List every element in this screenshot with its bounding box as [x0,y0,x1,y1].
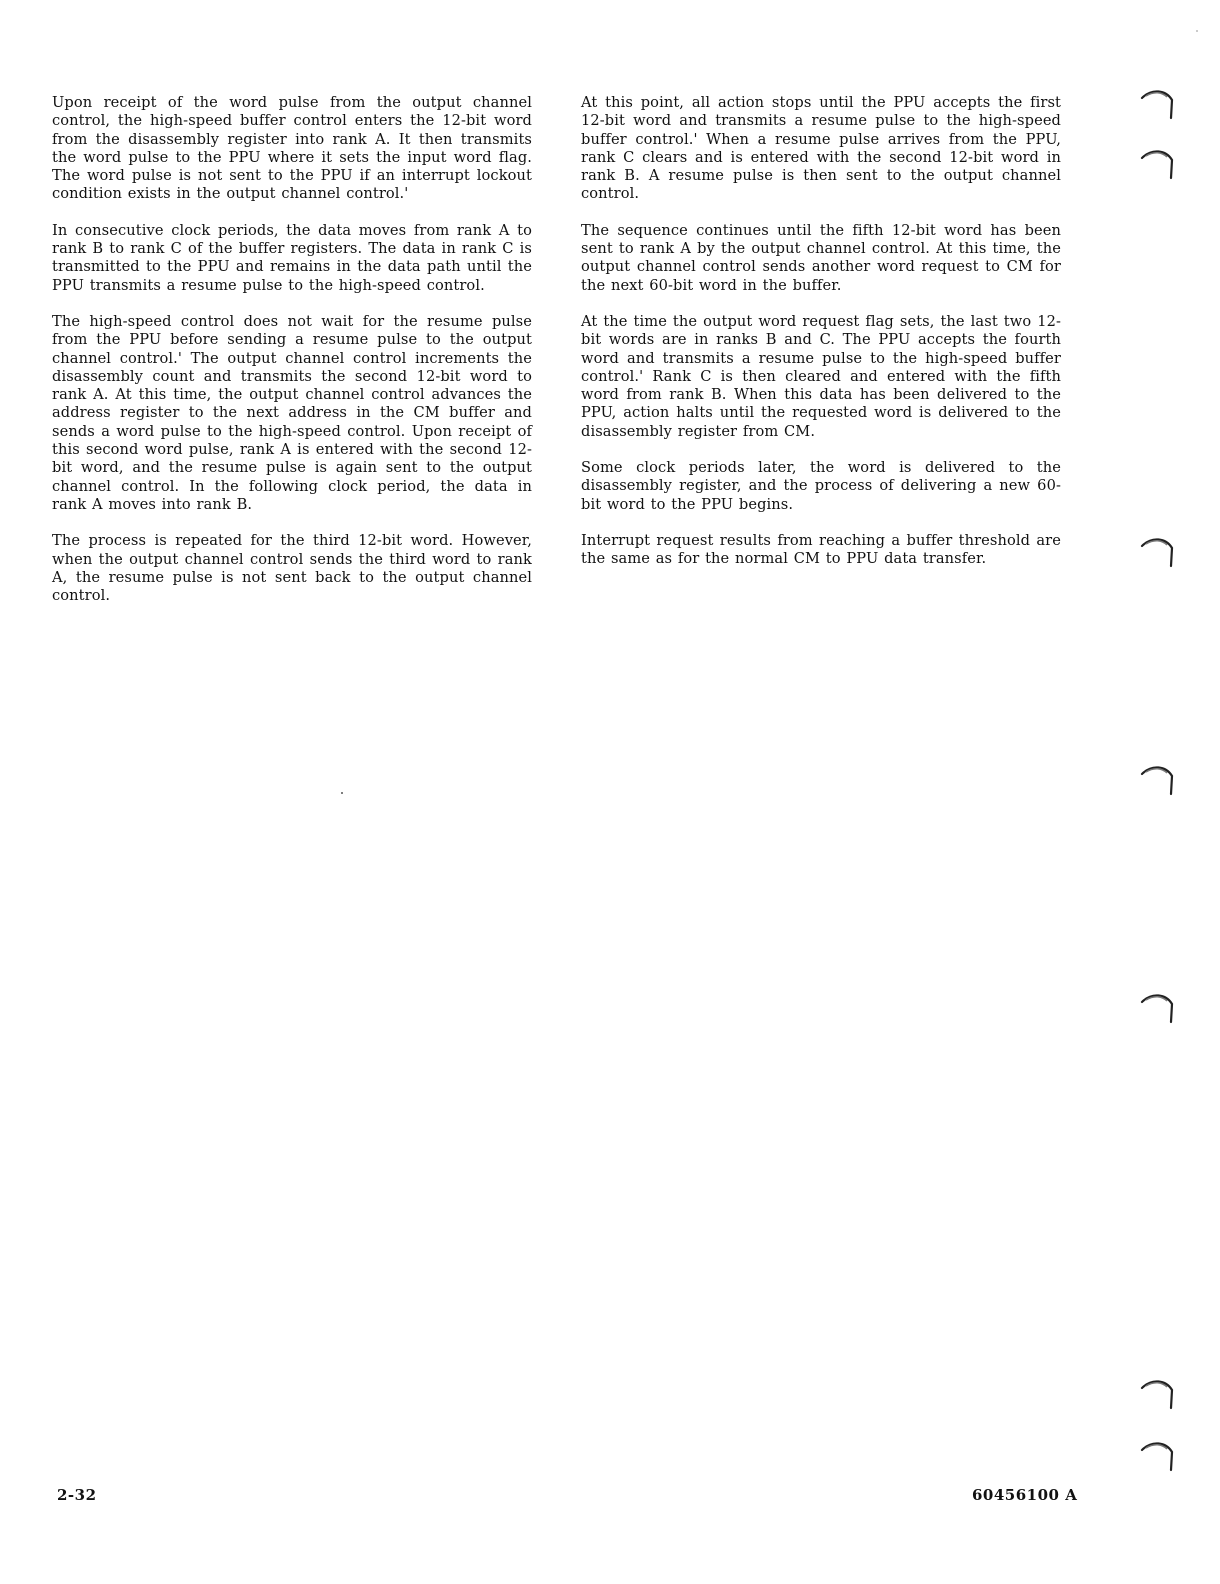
paragraph: At the time the output word request flag sets, the last two 12-bit words are in ranks B and C. The PPU accepts the fourth word and transmits a resume pulse to the high-speed buffer control.' Rank C is then cleared and entered with the fifth word from rank B. When this data has been delivered to the PPU, action halts until the requested word is delivered to the disassembly register from CM. [581,312,1061,440]
paragraph: Interrupt request results from reaching a buffer threshold are the same as for the normal CM to PPU data transfer. [581,531,1061,568]
binder-hole-icon [1138,990,1178,1030]
binder-hole-icon [1138,86,1178,126]
binder-hole-icon [1138,1438,1178,1478]
paragraph: Some clock periods later, the word is delivered to the disassembly register, and the process of delivering a new 60-bit word to the PPU begins. [581,459,1061,513]
binder-hole-icon [1138,762,1178,802]
paragraph: Upon receipt of the word pulse from the output channel control, the high-speed buffer control enters the 12-bit word from the disassembly register into rank A. It then transmits the word pulse to the PPU where it sets the input word flag. The word pulse is not sent to the PPU if an interrupt lockout condition exists in the output channel control.' [52,94,532,203]
binder-hole-icon [1138,534,1178,574]
paragraph: At this point, all action stops until the PPU accepts the first 12-bit word and transmits a resume pulse to the high-speed buffer control.' When a resume pulse arrives from the PPU, rank C clears and is entered with the second 12-bit word in rank B. A resume pulse is then sent to the output channel control. [581,94,1061,203]
left-column [52,94,532,623]
paragraph: In consecutive clock periods, the data moves from rank A to rank B to rank C of the buffer registers. The data in rank C is transmitted to the PPU and remains in the data path until the PPU transmits a resume pulse to the high-speed control. [52,221,532,294]
paragraph: The process is repeated for the third 12-bit word. However, when the output channel control sends the third word to rank A, the resume pulse is not sent back to the output channel control. [52,532,532,605]
binder-hole-icon [1138,146,1178,186]
document-number: 60456100 A [972,1486,1078,1504]
binder-hole-icon [1138,1376,1178,1416]
scan-speck [1196,30,1198,32]
paragraph: The sequence continues until the fifth 12-bit word has been sent to rank A by the output channel control. At this time, the output channel control sends another word request to CM for the next 60-bit word in the buffer. [581,221,1061,294]
right-column [581,94,1061,587]
paragraph: The high-speed control does not wait for the resume pulse from the PPU before sending a resume pulse to the output channel control.' The output channel control increments the disassembly count and transmits the second 12-bit word to rank A. At this time, the output channel control advances the address register to the next address in the CM buffer and sends a word pulse to the high-speed control. Upon receipt of this second word pulse, rank A is entered with the second 12-bit word, and the resume pulse is again sent to the output channel control. In the following clock period, the data in rank A moves into rank B. [52,312,532,513]
scan-speck [341,792,343,794]
page-number: 2-32 [57,1486,97,1504]
